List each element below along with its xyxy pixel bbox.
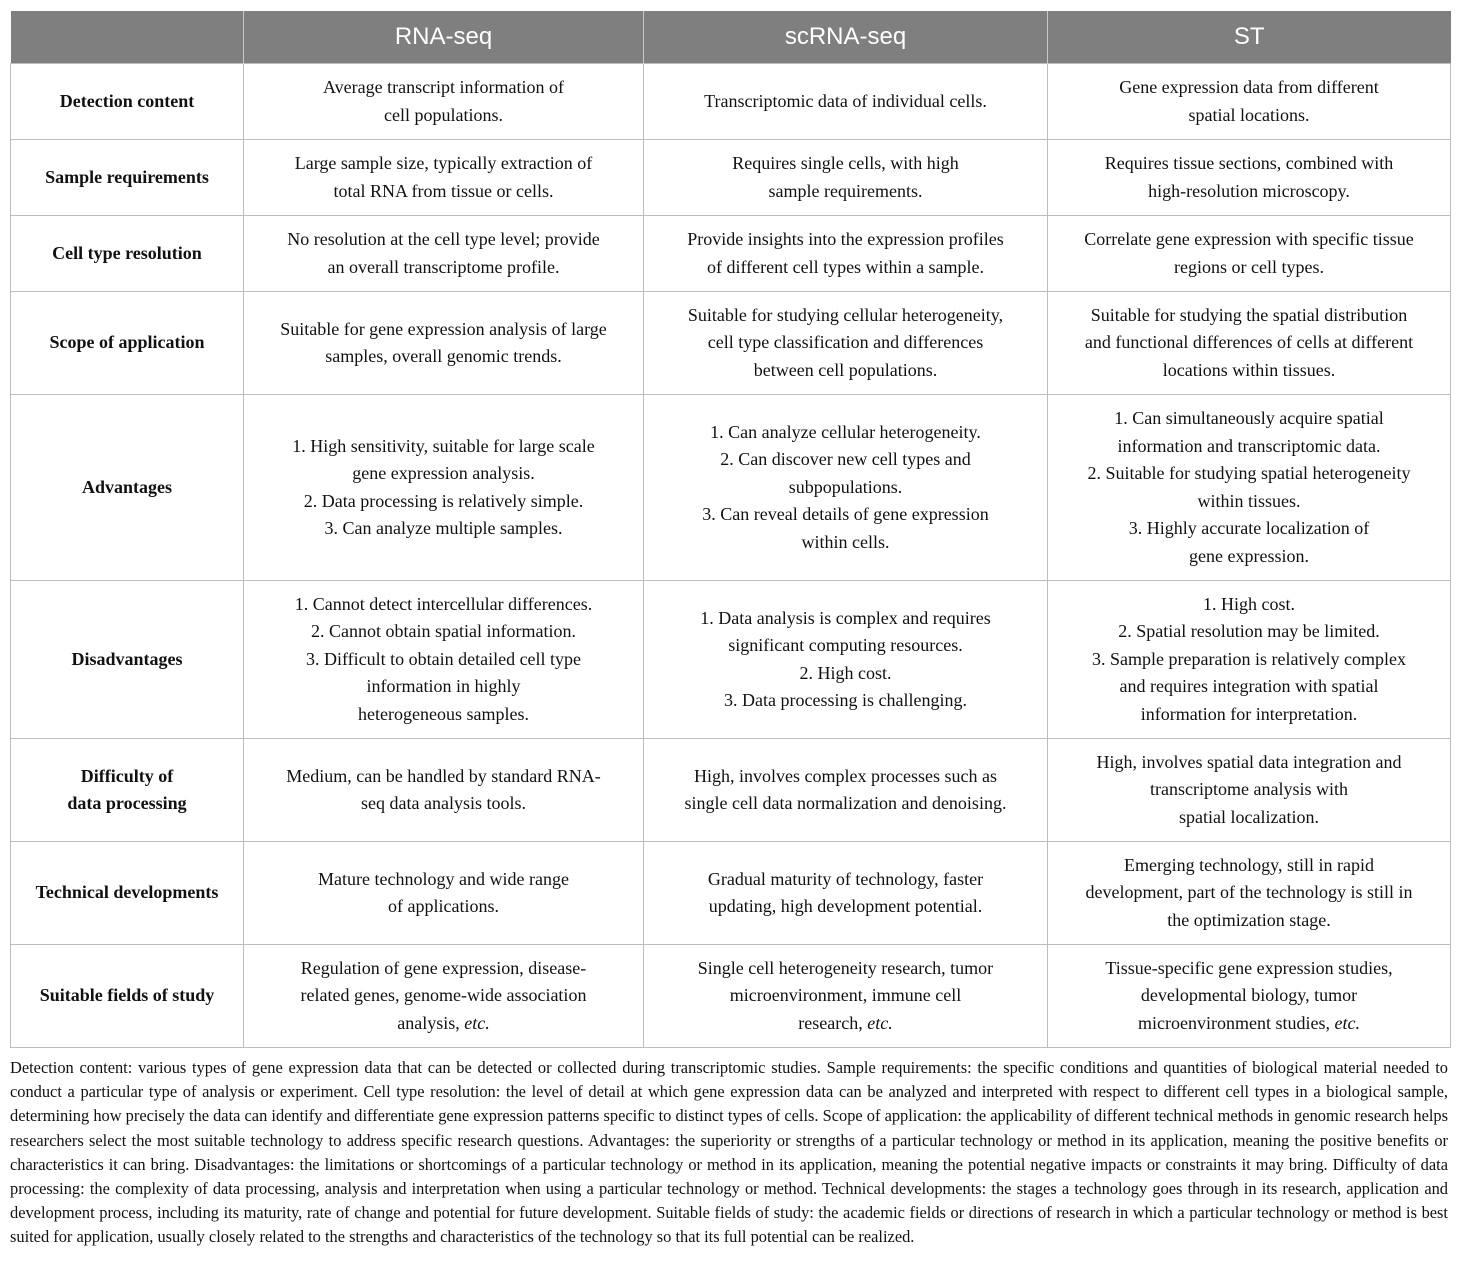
table-cell: Average transcript information of cell populations. <box>244 64 644 140</box>
table-cell: Transcriptomic data of individual cells. <box>644 64 1048 140</box>
table-row <box>11 395 1451 581</box>
table-cell: Large sample size, typically extraction of total RNA from tissue or cells. <box>244 140 644 216</box>
table-cell: Gene expression data from different spatial locations. <box>1048 64 1451 140</box>
table-header-row <box>11 11 1451 64</box>
table-cell: High, involves spatial data integration and transcriptome analysis with spatial localization. <box>1048 739 1451 842</box>
table-cell: Requires single cells, with high sample requirements. <box>644 140 1048 216</box>
table-row <box>11 140 1451 216</box>
header-rna-seq: RNA-seq <box>244 11 644 64</box>
table-cell: Suitable for gene expression analysis of large samples, overall genomic trends. <box>244 292 644 395</box>
table-row <box>11 739 1451 842</box>
row-label: Sample requirements <box>11 140 244 216</box>
table-row <box>11 216 1451 292</box>
row-label: Suitable fields of study <box>11 945 244 1048</box>
cell-text: Single cell heterogeneity research, tumor microenvironment, immune cell research, <box>697 957 994 1033</box>
row-label: Cell type resolution <box>11 216 244 292</box>
row-label: Detection content <box>11 64 244 140</box>
table-row <box>11 945 1451 1048</box>
row-label: Difficulty of data processing <box>11 739 244 842</box>
row-label: Technical developments <box>11 842 244 945</box>
page <box>10 11 1450 1266</box>
etc-text: etc. <box>867 1012 893 1033</box>
etc-text: etc. <box>464 1012 490 1033</box>
table-cell: 1. Cannot detect intercellular differences. 2. Cannot obtain spatial information. 3. Difficult to obtain detailed cell type information in highly heterogeneous samples. <box>244 581 644 739</box>
row-label: Advantages <box>11 395 244 581</box>
table-row <box>11 292 1451 395</box>
table-cell: Correlate gene expression with specific tissue regions or cell types. <box>1048 216 1451 292</box>
header-st: ST <box>1048 11 1451 64</box>
table-cell: High, involves complex processes such as single cell data normalization and denoising. <box>644 739 1048 842</box>
table-row <box>11 64 1451 140</box>
cell-text: Regulation of gene expression, disease- related genes, genome-wide association analysis, <box>300 957 587 1033</box>
table-cell: 1. High cost. 2. Spatial resolution may be limited. 3. Sample preparation is relatively complex and requires integration with spatial information for interpretation. <box>1048 581 1451 739</box>
row-label: Disadvantages <box>11 581 244 739</box>
table-cell: Suitable for studying the spatial distribution and functional differences of cells at different locations within tissues. <box>1048 292 1451 395</box>
header-scrna-seq: scRNA-seq <box>644 11 1048 64</box>
table-cell: Mature technology and wide range of applications. <box>244 842 644 945</box>
comparison-table <box>10 11 1451 1048</box>
header-blank <box>11 11 244 64</box>
table-cell <box>644 945 1048 1048</box>
table-row <box>11 581 1451 739</box>
cell-text: Tissue-specific gene expression studies, developmental biology, tumor microenvironment studies, <box>1105 957 1393 1033</box>
table-cell: Suitable for studying cellular heterogeneity, cell type classification and differences between cell populations. <box>644 292 1048 395</box>
table-cell: Requires tissue sections, combined with high-resolution microscopy. <box>1048 140 1451 216</box>
table-cell <box>244 945 644 1048</box>
table-cell: Medium, can be handled by standard RNA- seq data analysis tools. <box>244 739 644 842</box>
table-cell: Provide insights into the expression profiles of different cell types within a sample. <box>644 216 1048 292</box>
table-cell: 1. Data analysis is complex and requires significant computing resources. 2. High cost. 3. Data processing is challenging. <box>644 581 1048 739</box>
table-cell: Emerging technology, still in rapid development, part of the technology is still in the optimization stage. <box>1048 842 1451 945</box>
row-label: Scope of application <box>11 292 244 395</box>
table-cell <box>1048 945 1451 1048</box>
table-row <box>11 842 1451 945</box>
table-cell: 1. Can simultaneously acquire spatial information and transcriptomic data. 2. Suitable for studying spatial heterogeneity within tissues. 3. Highly accurate localization of gene expression. <box>1048 395 1451 581</box>
table-footnote: Detection content: various types of gene expression data that can be detected or collected during transcriptomic studies. Sample requirements: the specific conditions and quantities of biological material needed to conduct a particular type of analysis or experiment. Cell type resolution: the level of detail at which gene expression data can be analyzed and interpreted with respect to different cell types in a biological sample, determining how precisely the data can identify and differentiate gene expression patterns specific to distinct types of cells. Scope of application: the applicability of different technical methods in genomic research helps researchers select the most suitable technology to address specific research questions. Advantages: the superiority or strengths of a particular technology or method in its application, meaning the positive benefits or characteristics it can bring. Disadvantages: the limitations or shortcomings of a particular technology or method in its application, meaning the potential negative impacts or constraints it may bring. Difficulty of data processing: the complexity of data processing, analysis and interpretation when using a particular technology or method. Technical developments: the stages a technology goes through in its research, application and development process, including its maturity, rate of change and potential for future development. Suitable fields of study: the academic fields or directions of research in which a particular technology or method is best suited for application, usually closely related to the strengths and characteristics of the technology so that its full potential can be realized. <box>10 1058 1448 1247</box>
table-cell: 1. High sensitivity, suitable for large scale gene expression analysis. 2. Data processing is relatively simple. 3. Can analyze multiple samples. <box>244 395 644 581</box>
etc-text: etc. <box>1334 1012 1360 1033</box>
table-cell: Gradual maturity of technology, faster updating, high development potential. <box>644 842 1048 945</box>
table-cell: 1. Can analyze cellular heterogeneity. 2. Can discover new cell types and subpopulations. 3. Can reveal details of gene expression within cells. <box>644 395 1048 581</box>
table-cell: No resolution at the cell type level; provide an overall transcriptome profile. <box>244 216 644 292</box>
